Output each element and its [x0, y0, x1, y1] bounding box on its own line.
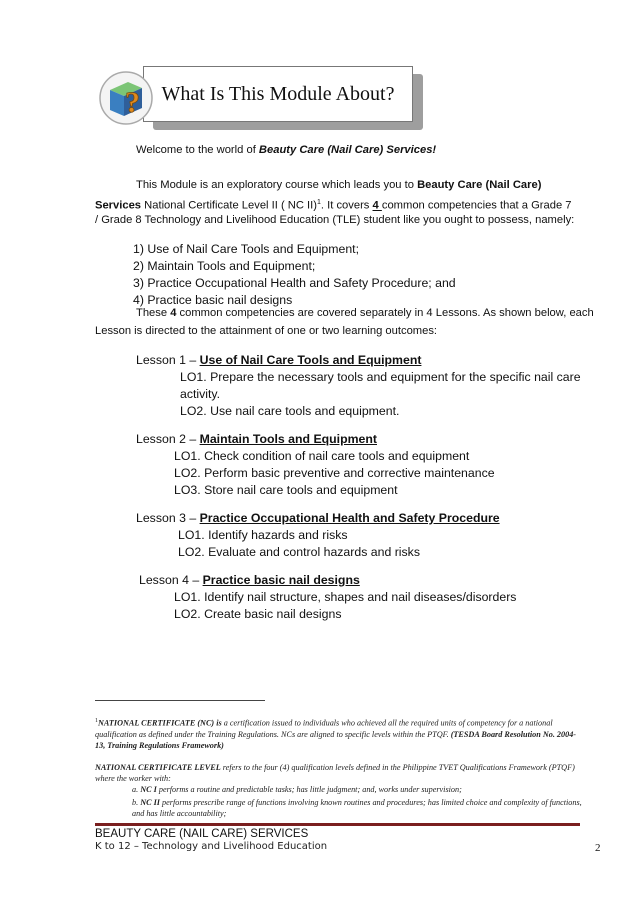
intro-line-2: Services National Certificate Level II ( NC II)$^1$. It covers 4 common competencies that a Grade 7 — [95, 199, 572, 212]
lesson-2-outcome: LO2. Perform basic preventive and corrective maintenance — [174, 466, 495, 480]
intro-line-1: This Module is an exploratory course which leads you to Beauty Care (Nail Care) — [136, 179, 542, 191]
footnote-1: $^1$NATIONAL CERTIFICATE (NC) is a certification issued to individuals who achieved all the required units of competency for a national qualification as defined under the Training Regulations. NCs are aligned to specific levels within the PTQF. (TESDA Board Resolution No. 2004-13, Training Regulations Framework) — [95, 718, 577, 750]
lesson-1-outcome: LO1. Prepare the necessary tools and equipment for the specific nail care — [180, 370, 581, 384]
footnote-divider — [95, 700, 265, 701]
footnote-level-b: b. NC II performs prescribe range of functions involving known routines and procedures; has limited choice and complexity of functions, and has little accountability; — [132, 798, 582, 818]
lesson-1-outcome: activity. — [180, 387, 221, 401]
footer-divider — [95, 823, 580, 826]
footer-program: K to 12 – Technology and Livelihood Education — [95, 841, 328, 852]
lesson-4-heading: Lesson 4 – Practice basic nail designs — [139, 573, 360, 587]
footnote-level: NATIONAL CERTIFICATE LEVEL refers to the four (4) qualification levels defined in the Philippine TVET Qualifications Framework (PTQF) where the worker with: — [95, 763, 575, 783]
lessons-intro-line-1: These 4 common competencies are covered separately in 4 Lessons. As shown below, each — [136, 307, 594, 319]
lesson-4-outcome: LO1. Identify nail structure, shapes and nail diseases/disorders — [174, 590, 517, 604]
lesson-1-outcome: LO2. Use nail care tools and equipment. — [180, 404, 400, 418]
welcome-line: Welcome to the world of Beauty Care (Nail Care) Services! — [136, 144, 437, 156]
page-title: What Is This Module About? — [161, 82, 395, 105]
page-number: 2 — [595, 842, 601, 854]
question-box-icon — [98, 70, 154, 126]
list-item: 4) Practice basic nail designs — [133, 293, 293, 307]
lesson-4-outcome: LO2. Create basic nail designs — [174, 607, 342, 621]
lesson-3-heading: Lesson 3 – Practice Occupational Health and Safety Procedure — [136, 511, 500, 525]
list-item: 3) Practice Occupational Health and Safety Procedure; and — [133, 276, 456, 290]
module-banner — [143, 66, 413, 122]
competency-list — [133, 241, 456, 309]
lesson-1-heading: Lesson 1 – Use of Nail Care Tools and Equipment — [136, 353, 422, 367]
lesson-3-outcome: LO2. Evaluate and control hazards and risks — [178, 545, 420, 559]
svg-text:?: ? — [125, 86, 140, 119]
lesson-2-outcome: LO3. Store nail care tools and equipment — [174, 483, 398, 497]
lessons-intro-line-2: Lesson is directed to the attainment of one or two learning outcomes: — [95, 325, 438, 337]
lesson-3-outcome: LO1. Identify hazards and risks — [178, 528, 348, 542]
list-item: 1) Use of Nail Care Tools and Equipment; — [133, 242, 360, 256]
footer-course-title: BEAUTY CARE (NAIL CARE) SERVICES — [95, 828, 309, 840]
footnote-level-a: a. NC I performs a routine and predictable tasks; has little judgment; and, works under supervision; — [132, 785, 462, 794]
intro-line-3: / Grade 8 Technology and Livelihood Education (TLE) student like you ought to possess, namely: — [95, 214, 575, 226]
list-item: 2) Maintain Tools and Equipment; — [133, 259, 316, 273]
lesson-2-heading: Lesson 2 – Maintain Tools and Equipment — [136, 432, 377, 446]
lesson-2-outcome: LO1. Check condition of nail care tools and equipment — [174, 449, 470, 463]
